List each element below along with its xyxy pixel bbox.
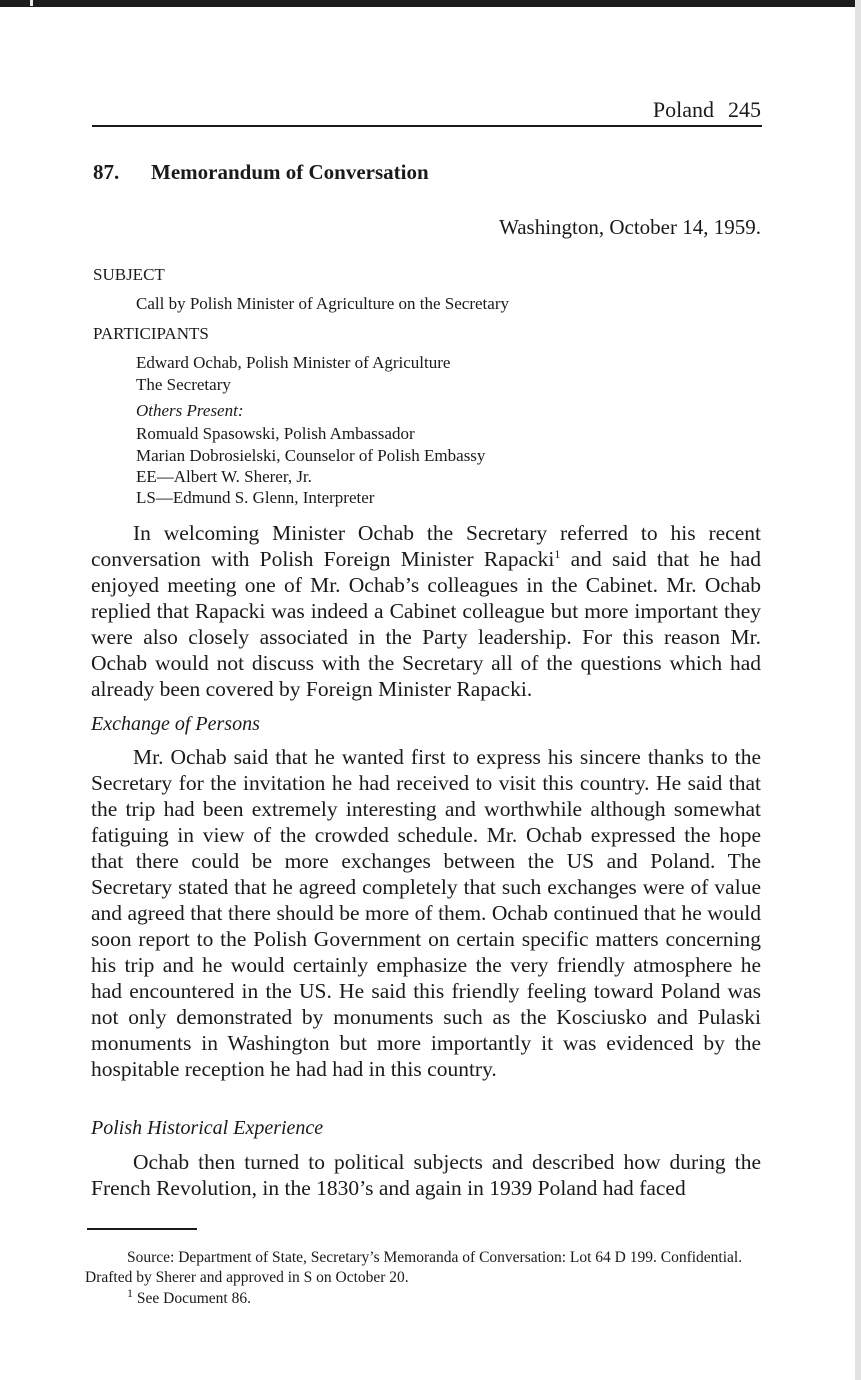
- document-title: Memorandum of Conversation: [151, 160, 429, 184]
- source-note: Source: Department of State, Secretary’s Memoranda of Conversation: Lot 64 D 199. Confidential. Drafted by Sherer and approved in S on October 20.: [85, 1249, 743, 1286]
- other-participant-item: Marian Dobrosielski, Counselor of Polish Embassy: [136, 446, 486, 465]
- section-heading-exchange: Exchange of Persons: [91, 713, 260, 735]
- intro-paragraph: [91, 520, 761, 702]
- exchange-paragraph: Mr. Ochab said that he wanted first to express his sincere thanks to the Secretary for the invitation he had received to visit this country. He said that the trip had been extremely interesting and worthwhile although somewhat fatiguing in view of the crowded schedule. Mr. Ochab expressed the hope that there could be more exchanges between the US and Poland. The Secretary stated that he agreed completely that such exchanges were of value and agreed that there should be more of them. Ochab continued that he would soon report to the Polish Government on certain specific matters concerning his trip and he would certainly emphasize the very friendly atmosphere he had encountered in the US. He said this friendly feeling toward Poland was not only demonstrated by monuments such as the Kosciusko and Pulaski monuments in Washington but more importantly it was evidenced by the hospitable reception he had had in this country.: [91, 745, 761, 1081]
- page-number: 245: [728, 97, 761, 122]
- footnote-1: [127, 1285, 727, 1309]
- footnote-text: See Document 86.: [136, 1290, 251, 1307]
- dateline: Washington, October 14, 1959.: [499, 215, 761, 239]
- section-heading-history: Polish Historical Experience: [91, 1117, 324, 1139]
- running-head: [93, 97, 761, 125]
- subject-text: Call by Polish Minister of Agriculture on the Secretary: [136, 294, 509, 313]
- intro-text-part1: In welcoming Minister Ochab the Secretary referred to his recent conversation with Polish Foreign Minister Rapacki: [91, 521, 761, 571]
- participant-item: Edward Ochab, Polish Minister of Agriculture: [136, 353, 451, 372]
- scan-border-gap: [30, 0, 33, 6]
- document-number: 87.: [93, 160, 120, 184]
- scan-border-top: [0, 0, 861, 7]
- other-participant-item: Romuald Spasowski, Polish Ambassador: [136, 424, 415, 443]
- other-participant-item: EE—Albert W. Sherer, Jr.: [136, 467, 312, 486]
- other-participant-item: LS—Edmund S. Glenn, Interpreter: [136, 488, 375, 507]
- participants-label: PARTICIPANTS: [93, 324, 209, 343]
- participant-item: The Secretary: [136, 375, 231, 394]
- running-head-section: Poland: [652, 97, 714, 122]
- scan-border-right: [855, 0, 861, 1380]
- history-paragraph: Ochab then turned to political subjects and described how during the French Revolution, in the 1830’s and again in 1939 Poland had faced: [91, 1150, 761, 1200]
- intro-text-part2: and said that he had enjoyed meeting one of Mr. Ochab’s colleagues in the Cabinet. Mr. Ochab replied that Rapacki was indeed a Cabinet colleague but more important they were also closely associated in the Party leadership. For this reason Mr. Ochab would not discuss with the Secretary all of the questions which had already been covered by Foreign Minister Rapacki.: [91, 547, 761, 701]
- footnote-rule: [87, 1228, 197, 1230]
- others-present-label: Others Present:: [136, 401, 244, 420]
- footnote-ref[interactable]: 1: [554, 546, 561, 561]
- header-rule: [92, 125, 762, 127]
- footnote-marker: 1: [127, 1285, 133, 1300]
- subject-label: SUBJECT: [93, 265, 165, 284]
